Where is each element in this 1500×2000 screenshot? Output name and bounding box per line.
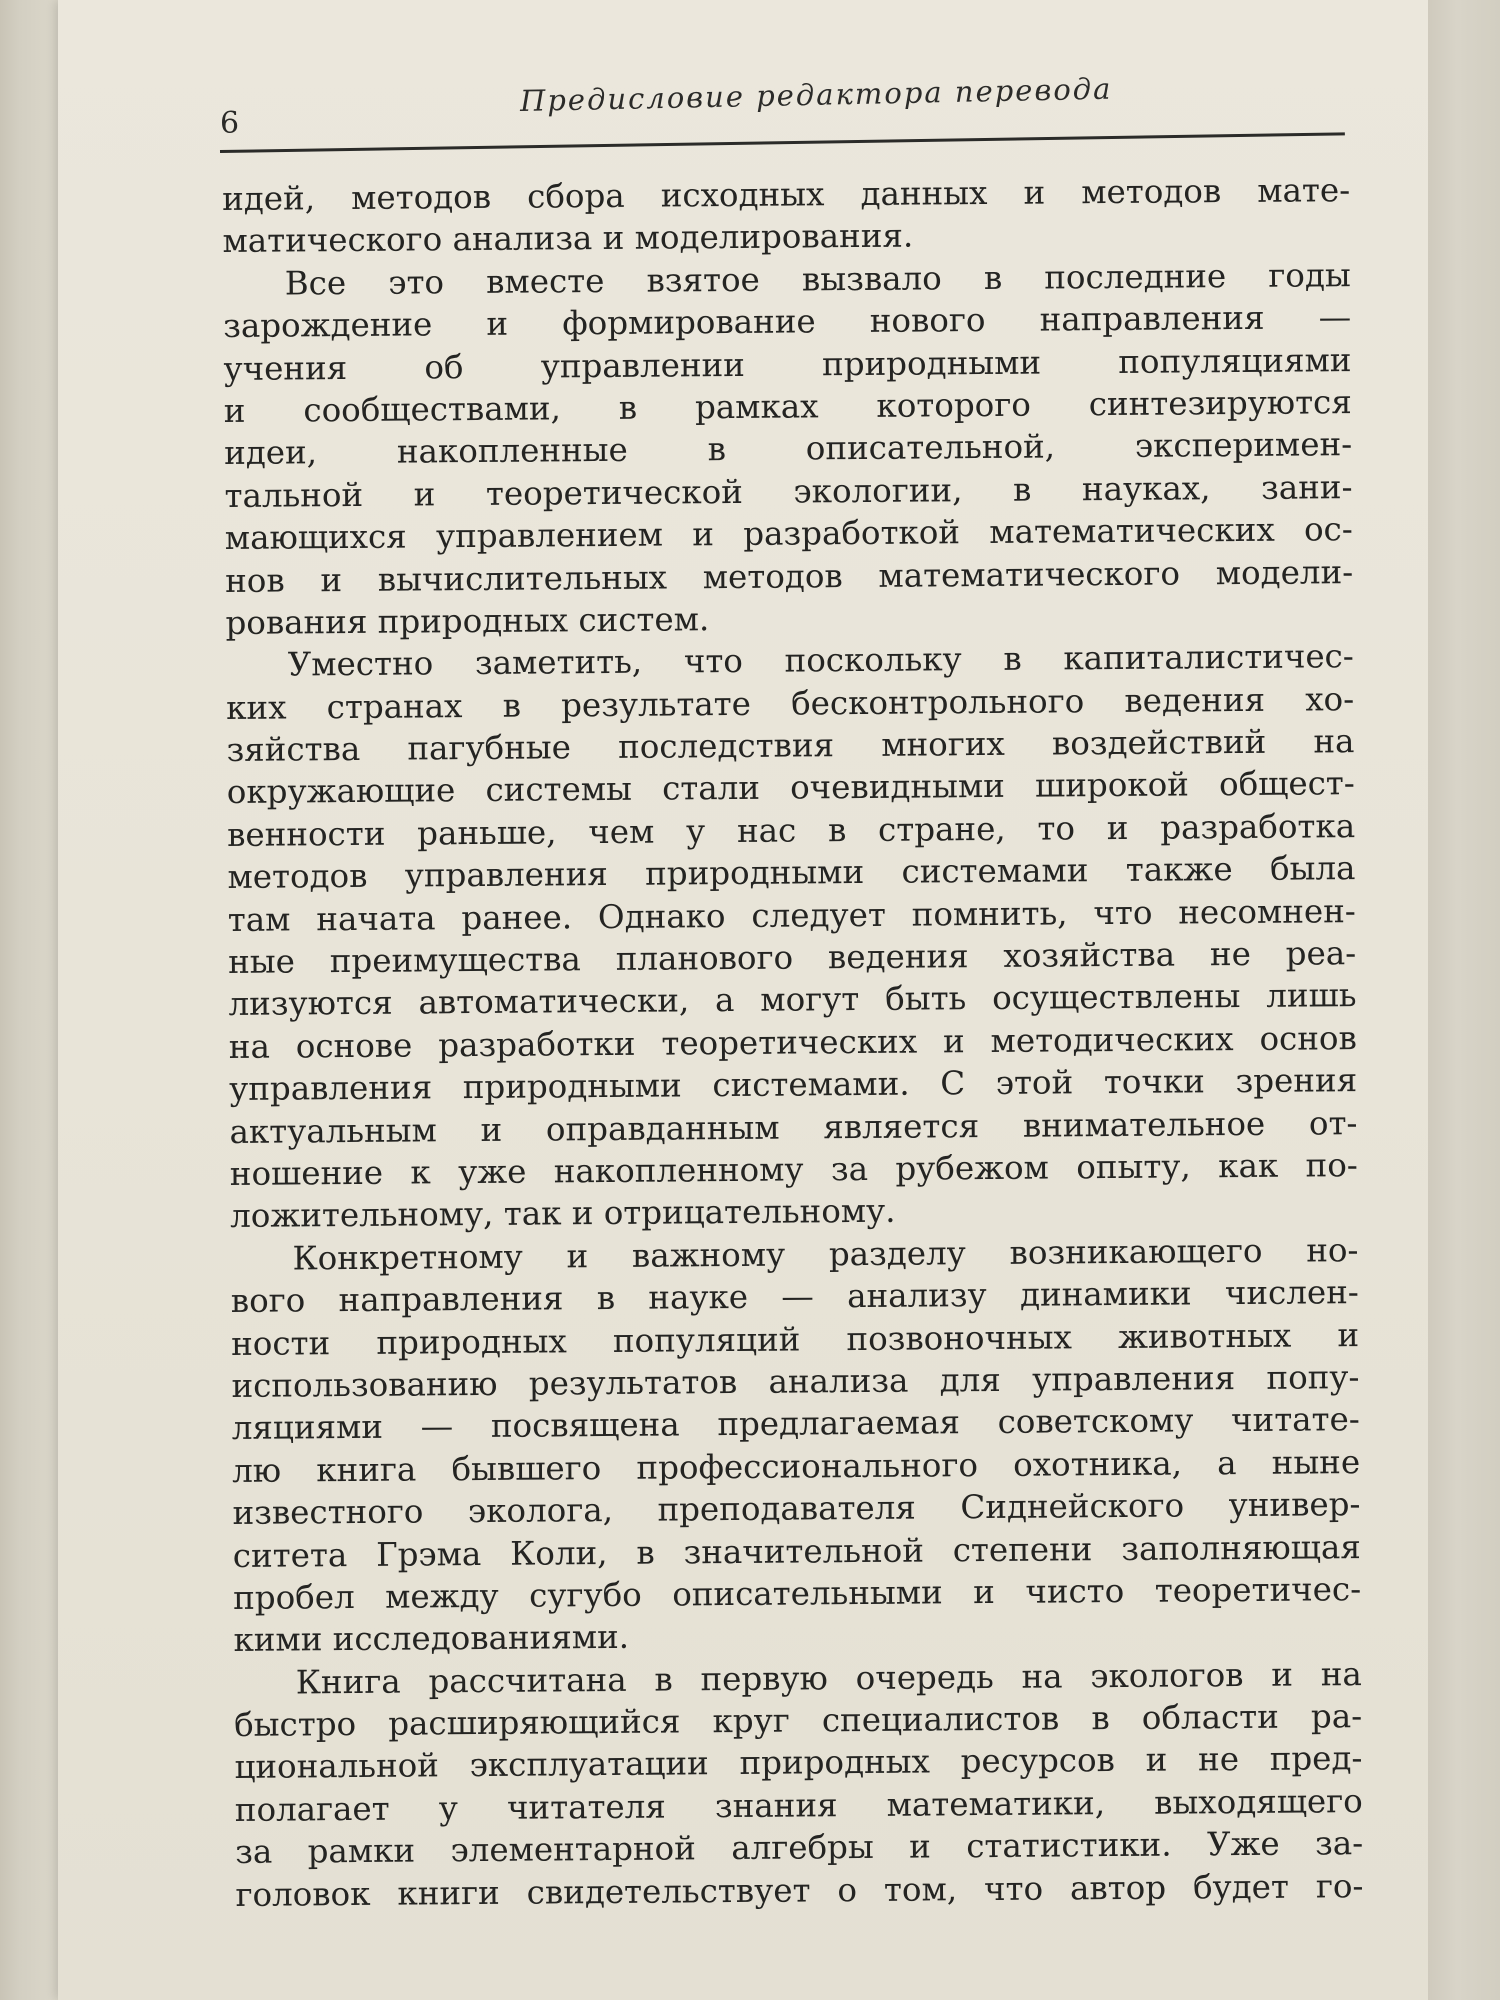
text-line: матического анализа и моделирования.	[222, 216, 914, 261]
text-line: за рамки элементарной алгебры и статистики. Уже за-	[235, 1824, 1364, 1872]
text-line: управления природными системами. С этой точки зрения	[229, 1061, 1358, 1109]
paragraph-1	[222, 169, 1351, 263]
paragraph-4	[230, 1229, 1361, 1662]
text-line: нов и вычислительных методов математического модели-	[225, 552, 1354, 600]
page-number: 6	[220, 106, 240, 141]
text-line: идеи, накопленные в описательной, эксперимен-	[224, 425, 1353, 473]
header-rule	[220, 132, 1345, 153]
text-line: ные преимущества планового ведения хозяйства не реа-	[228, 934, 1357, 982]
text-line: зарождение и формирование нового направления —	[223, 298, 1352, 346]
text-line: лю книга бывшего профессионального охотника, а ныне	[232, 1442, 1361, 1490]
text-line: известного эколога, преподавателя Сиднейского универ-	[232, 1485, 1361, 1533]
text-line: ложительному, так и отрицательному.	[230, 1192, 896, 1236]
page-header	[220, 70, 1345, 160]
text-line: окружающие системы стали очевидными широкой общест-	[226, 764, 1355, 812]
text-line: полагает у читателя знания математики, выходящего	[234, 1781, 1363, 1829]
text-line: ности природных популяций позвоночных животных и	[231, 1315, 1360, 1363]
text-line: циональной эксплуатации природных ресурсов и не пред-	[234, 1739, 1363, 1787]
text-line: вого направления в науке — анализу динамики числен-	[230, 1273, 1359, 1321]
text-line: Конкретному и важному разделу возникающего но-	[292, 1230, 1359, 1278]
text-line: на основе разработки теоретических и методических основ	[228, 1018, 1357, 1066]
running-head: Предисловие редактора перевода	[519, 71, 1113, 118]
paragraph-5	[234, 1653, 1364, 1916]
text-line: ких странах в результате бесконтрольного ведения хо-	[226, 679, 1355, 727]
text-line: ношение к уже накопленному за рубежом опыту, как по-	[229, 1146, 1358, 1193]
text-line: использованию результатов анализа для управления попу-	[231, 1358, 1360, 1405]
text-line: Все это вместе взятое вызвало в последние годы	[284, 255, 1351, 303]
text-line: идей, методов сбора исходных данных и методов мате-	[222, 171, 1351, 218]
text-line: и сообществами, в рамках которого синтезируются	[223, 383, 1352, 430]
body-text	[222, 169, 1364, 1916]
text-line: венности раньше, чем у нас в стране, то и разработка	[227, 806, 1356, 854]
text-line: зяйства пагубные последствия многих воздействий на	[226, 722, 1355, 770]
text-line: лизуются автоматически, а могут быть осуществлены лишь	[228, 976, 1357, 1024]
text-line: рования природных систем.	[225, 600, 710, 642]
facing-page-edge	[1428, 0, 1500, 2000]
text-line: там начата ранее. Однако следует помнить, что несомнен-	[227, 891, 1356, 939]
text-line: ляциями — посвящена предлагаемая советскому читате-	[231, 1400, 1360, 1448]
text-line: мающихся управлением и разработкой математических ос-	[224, 510, 1353, 558]
text-line: Уместно заметить, что поскольку в капиталистичес-	[287, 637, 1354, 684]
text-line: кими исследованиями.	[233, 1618, 630, 1660]
text-line: быстро расширяющийся круг специалистов в области ра-	[234, 1697, 1363, 1745]
text-line: методов управления природными системами также была	[227, 849, 1356, 897]
text-line: пробел между сугубо описательными и чисто теоретичес-	[233, 1569, 1362, 1617]
text-line: тальной и теоретической экологии, в науках, зани-	[224, 467, 1353, 515]
paragraph-3	[226, 635, 1359, 1237]
text-line: Книга рассчитана в первую очередь на экологов и на	[295, 1654, 1362, 1702]
text-line: ситета Грэма Коли, в значительной степени заполняющая	[232, 1527, 1361, 1575]
text-line: актуальным и оправданным является внимательное от-	[229, 1103, 1358, 1151]
paragraph-2	[223, 254, 1354, 644]
text-line: головок книги свидетельствует о том, что автор будет го-	[235, 1866, 1364, 1914]
text-line: учения об управлении природными популяциями	[223, 340, 1352, 388]
